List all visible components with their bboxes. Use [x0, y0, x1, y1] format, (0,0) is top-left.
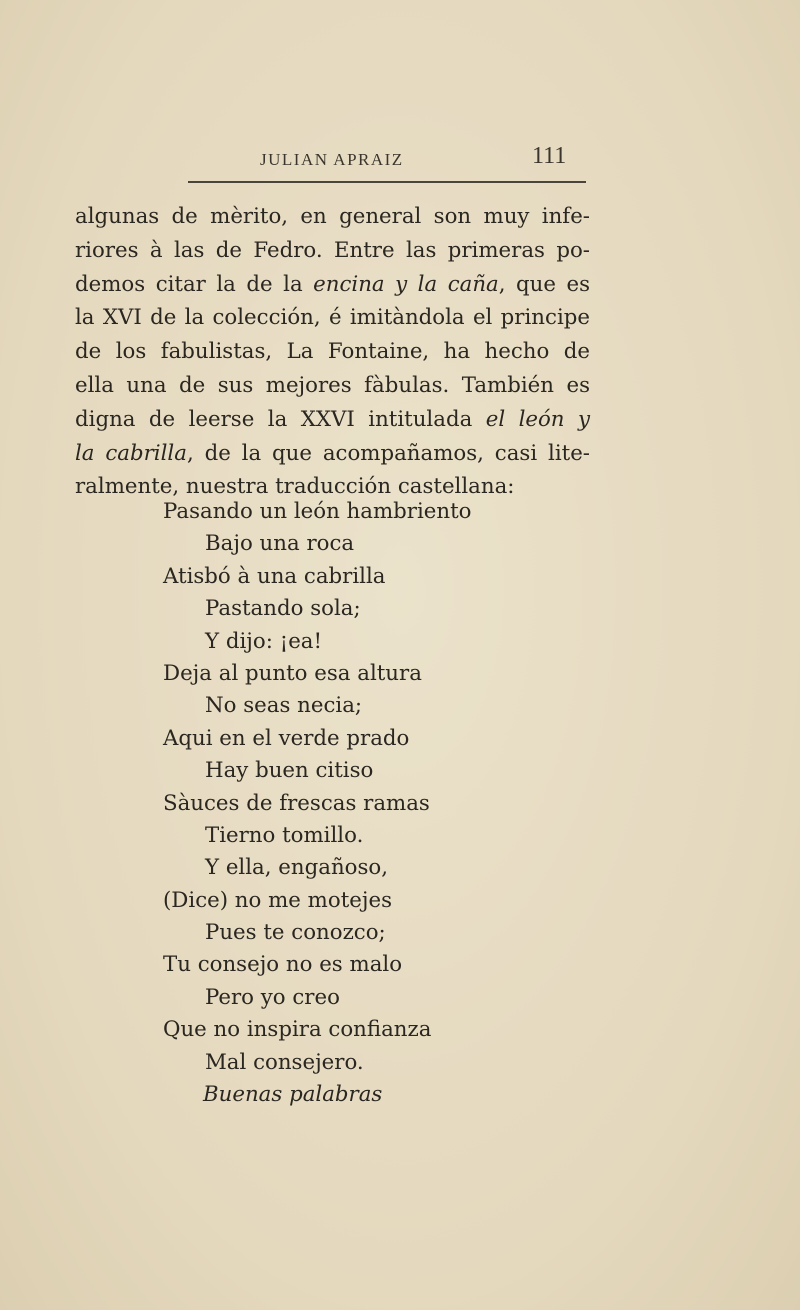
running-head: JULIAN APRAIZ	[260, 150, 404, 169]
verse-line: No seas necia;	[205, 693, 363, 719]
verse-line: Pasando un león hambriento	[163, 499, 472, 524]
prose-line: algunas de mèrito, en general son muy infe-	[75, 204, 590, 229]
verse-line: (Dice) no me motejes	[163, 887, 392, 913]
catchword: Buenas palabras	[203, 1082, 383, 1108]
verse-line: Hay buen citiso	[205, 758, 374, 784]
prose-line: ralmente, nuestra traducción castellana:	[75, 474, 515, 500]
prose-line: riores à las de Fedro. Entre las primeras po-	[75, 237, 590, 263]
verse-line: Tu consejo no es malo	[163, 952, 403, 978]
fable-title-leon: el león y	[485, 406, 590, 432]
prose-line: la XVI de la colección, é imitàndola el principe	[75, 305, 590, 331]
verse-line: Y ella, engañoso,	[205, 855, 388, 881]
verse-line: Tierno tomillo.	[205, 822, 364, 848]
fable-title-cabrilla: la cabrilla	[75, 440, 187, 466]
verse-line: Aqui en el verde prado	[163, 725, 410, 751]
prose-paragraph	[75, 200, 590, 504]
verse-line: Pues te conozco;	[205, 920, 386, 946]
page-header	[188, 138, 588, 178]
fable-title-encina: encina y la caña	[313, 271, 499, 297]
poem	[0, 496, 800, 1111]
verse-line: Deja al punto esa altura	[163, 660, 422, 686]
verse-line: Sàuces de frescas ramas	[163, 790, 430, 816]
prose-line	[75, 403, 590, 437]
prose-text: demos citar la de la	[75, 271, 314, 297]
prose-text: digna de leerse la XXVI intitulada	[75, 406, 486, 432]
prose-line	[75, 268, 590, 302]
verse-line: Pastando sola;	[205, 596, 361, 622]
prose-line: ella una de sus mejores fàbulas. También es	[75, 372, 590, 398]
prose-line: de los fabulistas, La Fontaine, ha hecho de	[75, 339, 590, 365]
prose-text: , de la que acompañamos, casi lite-	[186, 440, 590, 466]
prose-text: , que es	[498, 271, 591, 297]
prose-line	[75, 437, 590, 471]
page-number: 111	[532, 143, 567, 169]
verse-line: Pero yo creo	[205, 984, 340, 1010]
verse-line: Atisbó à una cabrilla	[163, 563, 386, 589]
verse-line: Bajo una roca	[205, 531, 355, 557]
verse-line: Y dijo: ¡ea!	[205, 628, 323, 654]
header-rule	[188, 181, 586, 183]
verse-line: Mal consejero.	[205, 1049, 364, 1075]
verse-line: Que no inspira confianza	[163, 1017, 432, 1043]
